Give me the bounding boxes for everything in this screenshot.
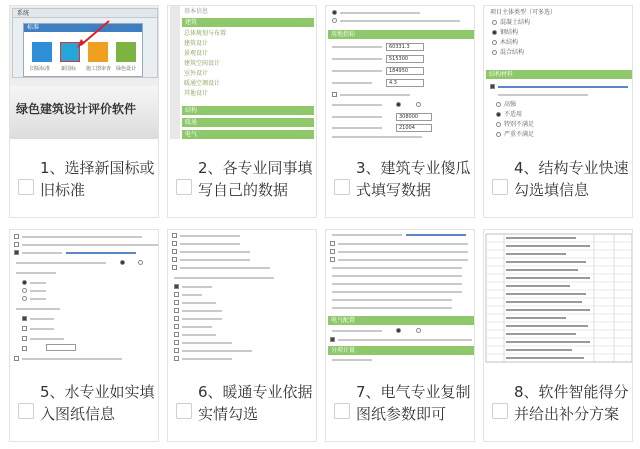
tree-item[interactable]: 建筑 (185, 19, 198, 26)
step-caption: 5、水专业如实填入图纸信息 (40, 383, 155, 423)
question-heading: 项目主体类型（可多选） (490, 9, 557, 16)
window-title: 系统 (17, 10, 30, 17)
select-checkbox[interactable] (492, 179, 508, 195)
field-value[interactable]: 515300 (389, 56, 409, 62)
tree-item[interactable]: 室外设计 (184, 70, 209, 77)
tree-item[interactable]: 总体规划与布置 (184, 30, 227, 37)
app-window (12, 8, 158, 78)
icon-label: 绿色设计 (116, 66, 137, 72)
tree-item[interactable]: 建筑空间设计 (184, 60, 221, 67)
step-1-screenshot (10, 6, 159, 139)
tree-item[interactable]: 暖通空调设计 (184, 80, 221, 87)
dialog-title: 标准 (27, 24, 40, 31)
step-caption: 1、选择新国标或旧标准 (40, 159, 155, 199)
step-caption: 4、结构专业快速勾选填信息 (514, 159, 629, 199)
step-card-3[interactable] (325, 5, 475, 218)
step-caption: 8、软件智能得分并给出补分方案 (514, 383, 629, 423)
icon-label: 新国标 (61, 66, 77, 72)
step-7-screenshot (326, 230, 475, 363)
step-card-2[interactable] (167, 5, 317, 218)
field-value[interactable]: 60331.3 (389, 44, 410, 50)
tree-item[interactable]: 景观设计 (184, 50, 209, 57)
option-label[interactable]: 严重不满足 (504, 131, 535, 138)
tree-item[interactable]: 结构 (185, 107, 198, 114)
step-card-4[interactable] (483, 5, 633, 218)
select-checkbox[interactable] (176, 179, 192, 195)
tree-item[interactable]: 其他设计 (184, 90, 209, 97)
field-value[interactable]: 308000 (399, 114, 419, 120)
select-checkbox[interactable] (176, 403, 192, 419)
section-header: 分项计量 (331, 347, 356, 354)
tree-item[interactable]: 建筑设计 (184, 40, 209, 47)
score-report-table (484, 230, 633, 363)
old-standard-icon[interactable] (32, 42, 52, 62)
select-checkbox[interactable] (18, 403, 34, 419)
step-caption: 6、暖通专业依据实情勾选 (198, 383, 313, 423)
field-value[interactable]: 21004 (399, 125, 415, 131)
step-caption: 3、建筑专业傻瓜式填写数据 (356, 159, 471, 199)
section-header: 结构材料 (489, 71, 514, 78)
select-checkbox[interactable] (492, 403, 508, 419)
step-card-6[interactable] (167, 229, 317, 442)
step-card-8[interactable] (483, 229, 633, 442)
step-2-screenshot (168, 6, 317, 139)
option-label[interactable]: 特别不满足 (504, 121, 535, 128)
step-6-screenshot (168, 230, 317, 363)
step-card-5[interactable] (9, 229, 159, 442)
step-4-screenshot (484, 6, 633, 139)
tree-item[interactable]: 电气 (185, 131, 198, 138)
select-checkbox[interactable] (334, 403, 350, 419)
step-card-7[interactable] (325, 229, 475, 442)
icon-label: 施工图审查 (86, 66, 112, 72)
step-3-screenshot (326, 6, 475, 139)
step-8-screenshot (484, 230, 633, 363)
app-banner: 绿色建筑设计评价软件 (16, 102, 137, 116)
section-header: 电气配置 (331, 317, 356, 324)
field-value[interactable]: 184950 (389, 68, 409, 74)
select-checkbox[interactable] (18, 179, 34, 195)
tree-item[interactable]: 暖通 (185, 119, 198, 126)
step-caption: 7、电气专业复制图纸参数即可 (356, 383, 471, 423)
icon-label: 旧版标准 (30, 66, 51, 72)
step-card-1[interactable] (9, 5, 159, 218)
green-design-icon[interactable] (116, 42, 136, 62)
select-checkbox[interactable] (334, 179, 350, 195)
option-label[interactable]: 不适用 (504, 111, 523, 118)
option-label[interactable]: 混合结构 (500, 49, 525, 56)
option-label[interactable]: 木结构 (500, 39, 519, 46)
red-arrow-icon (73, 19, 113, 49)
step-5-screenshot (10, 230, 159, 363)
option-label[interactable]: 混凝土结构 (500, 19, 531, 26)
step-caption: 2、各专业同事填写自己的数据 (198, 159, 313, 199)
option-label[interactable]: 钢结构 (500, 29, 519, 36)
field-value[interactable]: 4.3 (389, 80, 397, 86)
tree-item[interactable]: 基本信息 (184, 8, 209, 15)
section-header: 用地指标 (331, 31, 356, 38)
option-label[interactable]: 高强 (504, 101, 517, 108)
